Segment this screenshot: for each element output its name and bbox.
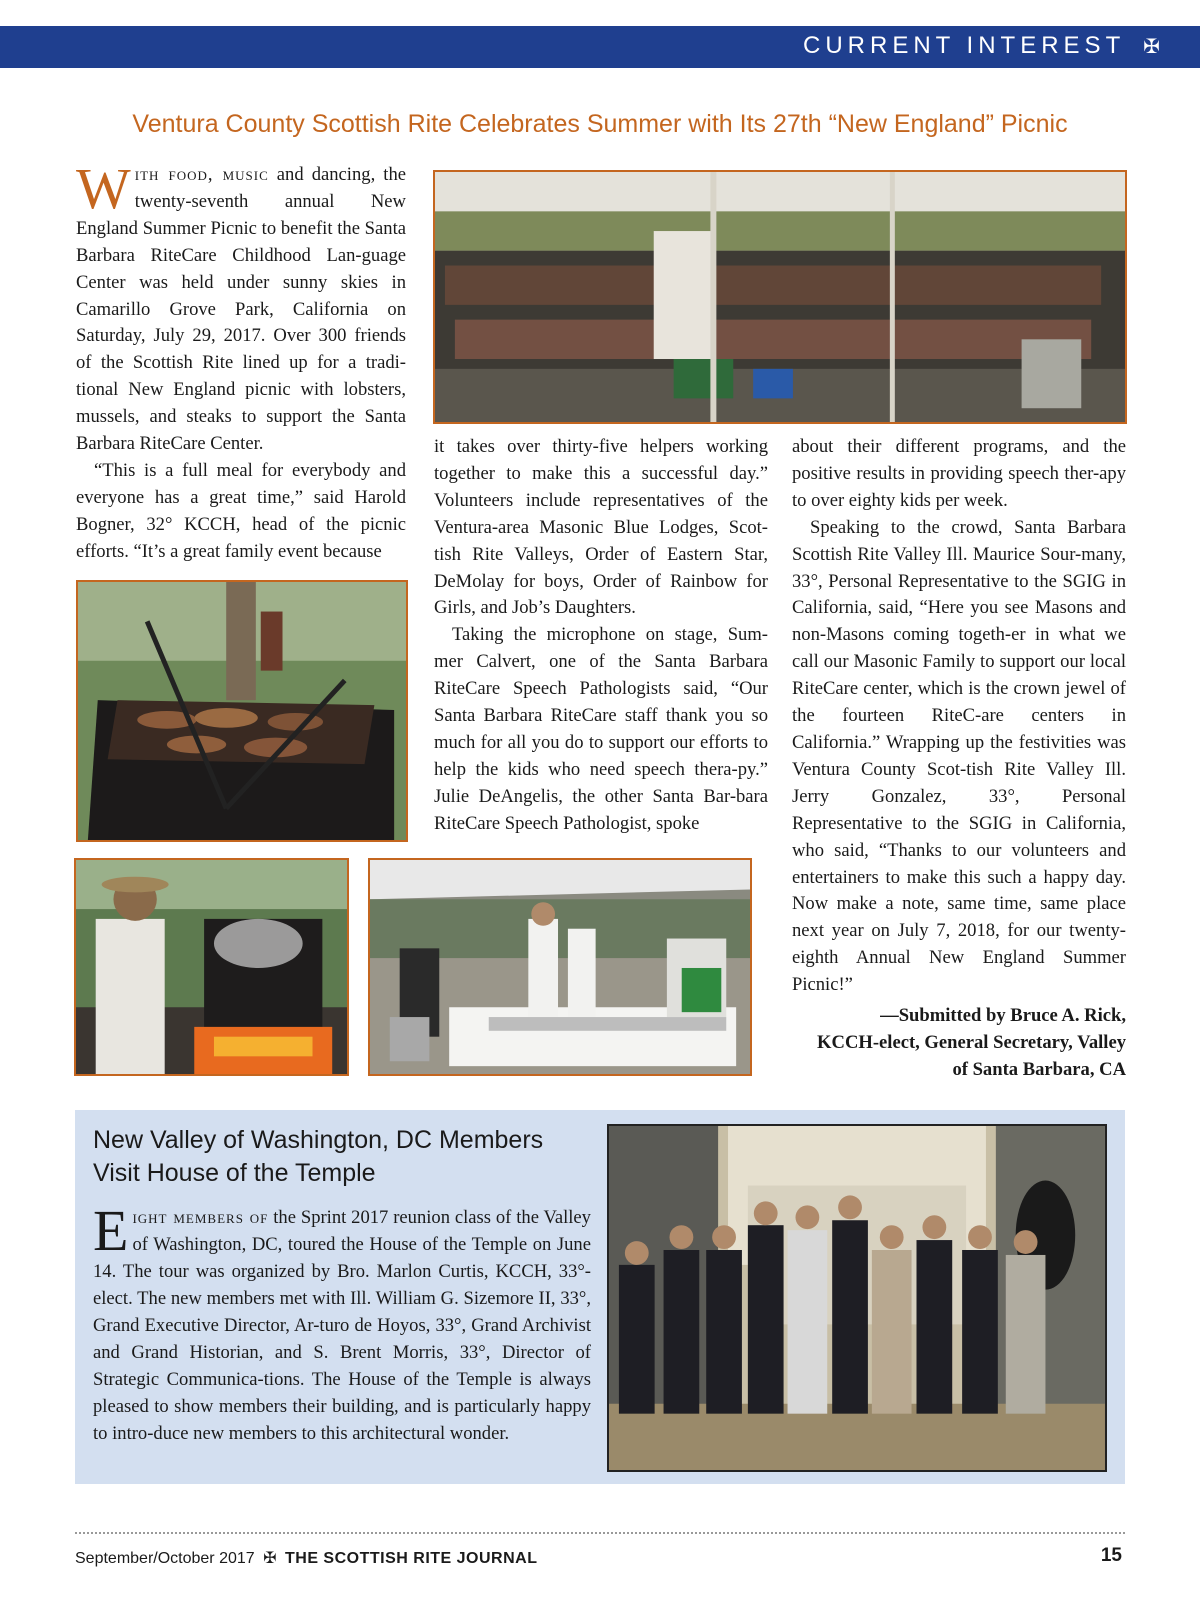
article-column-1	[76, 156, 406, 566]
grill-steaks-photo	[76, 580, 408, 842]
article-paragraph: Speaking to the crowd, Santa Barbara Scottish Rite Valley Ill. Maurice Sour-many, 33°, Personal Representative to the SGIG in California, said, “Here you see Masons and non-Masons coming togeth-er in what we call our Masonic Family to support our local RiteCare center, which is the crown jewel of the fourteen RiteC-are centers in California.” Wrapping up the festivities was Ventura County Scot-tish Rite Valley Ill. Jerry Gonzalez, 33°, Personal Representative to the SGIG in California, who said, “Thanks to our volunteers and entertainers to make this such a happy day. Now make a note, same time, same place next year on July 7, 2018, for our twenty-eighth Annual New England Summer Picnic!”	[792, 516, 1126, 996]
maltese-cross-icon: ✠	[263, 1550, 277, 1567]
sidebar-title: New Valley of Washington, DC Members Visit House of the Temple	[93, 1126, 544, 1187]
sidebar-box	[75, 1110, 1125, 1484]
section-header	[803, 32, 1160, 60]
article-paragraph: With food, music and dancing, the twenty-seventh annual New England Summer Picnic to benefit the Santa Barbara RiteCare Childhood Lan-guage Center was held under sunny skies in Camarillo Grove Park, California on Saturday, July 29, 2017. Over 300 friends of the Scottish Rite lined up for a tradi-tional New England picnic with lobsters, mussels, and steaks to support the Santa Barbara RiteCare Center.	[76, 156, 406, 455]
maltese-cross-icon: ✠	[1143, 36, 1160, 58]
lead-small-caps: ight members of	[132, 1207, 269, 1228]
issue-date: September/October 2017	[75, 1550, 255, 1567]
sidebar-body: Eight members of the Sprint 2017 reunion class of the Valley of Washington, DC, toured the House of the Temple on June 14. The tour was organized by Bro. Marlon Curtis, KCCH, 33°-elect. The new members met with Ill. William G. Sizemore II, 33°, Grand Executive Director, Ar-turo de Hoyos, 33°, Grand Archivist and Grand Historian, and S. Brent Morris, 33°, Director of Strategic Communica-tions. The House of the Temple is always pleased to show members their building, and is particularly happy to intro-duce new members to this architectural wonder.	[93, 1198, 591, 1444]
page-number: 15	[1100, 1545, 1122, 1566]
group-photo-house-of-temple	[607, 1124, 1107, 1472]
footer-issue-line	[75, 1548, 538, 1568]
article-paragraph: Taking the microphone on stage, Sum-mer Calvert, one of the Santa Barbara RiteCare Speech Pathologists said, “Our Santa Barbara RiteCare staff thank you so much for all you do to support our efforts to help the kids who need speech thera-py.” Julie DeAngelis, the other Santa Bar-bara RiteCare Speech Pathologist, spoke	[434, 624, 768, 834]
section-label: CURRENT INTEREST	[802, 32, 1126, 59]
article-column-3	[792, 434, 1126, 999]
journal-name: THE SCOTTISH RITE JOURNAL	[284, 1550, 538, 1567]
lead-small-caps: ith food, music	[134, 164, 269, 185]
lobster-cook-photo	[74, 858, 349, 1076]
drop-cap: W	[76, 156, 131, 221]
article-column-2	[434, 434, 768, 838]
article-paragraph: “This is a full meal for everybody and everyone has a great time,” said Harold Bogner, 32° KCCH, head of the picnic efforts. “It’s a great family event because	[76, 459, 406, 562]
article-byline: —Submitted by Bruce A. Rick, KCCH-elect, General Secretary, Valley of Santa Barbara, CA	[817, 1005, 1126, 1080]
article-paragraph: about their different programs, and the positive results in providing speech ther-apy to over eighty kids per week.	[792, 436, 1126, 511]
footer-divider	[75, 1532, 1125, 1534]
section-header-bar	[0, 26, 1200, 68]
picnic-crowd-photo	[433, 170, 1127, 424]
drop-cap: E	[93, 1198, 129, 1263]
article-paragraph: it takes over thirty-five helpers working together to make this a successful day.” Volunteers include representatives of the Ventura-area Masonic Blue Lodges, Scot-tish Rite Valleys, Order of Eastern Star, DeMolay for boys, Order of Rainbow for Girls, and Job’s Daughters.	[434, 436, 768, 619]
article-title: Ventura County Scottish Rite Celebrates Summer with Its 27th “New England” Picnic	[132, 110, 1068, 138]
serving-table-photo	[368, 858, 752, 1076]
